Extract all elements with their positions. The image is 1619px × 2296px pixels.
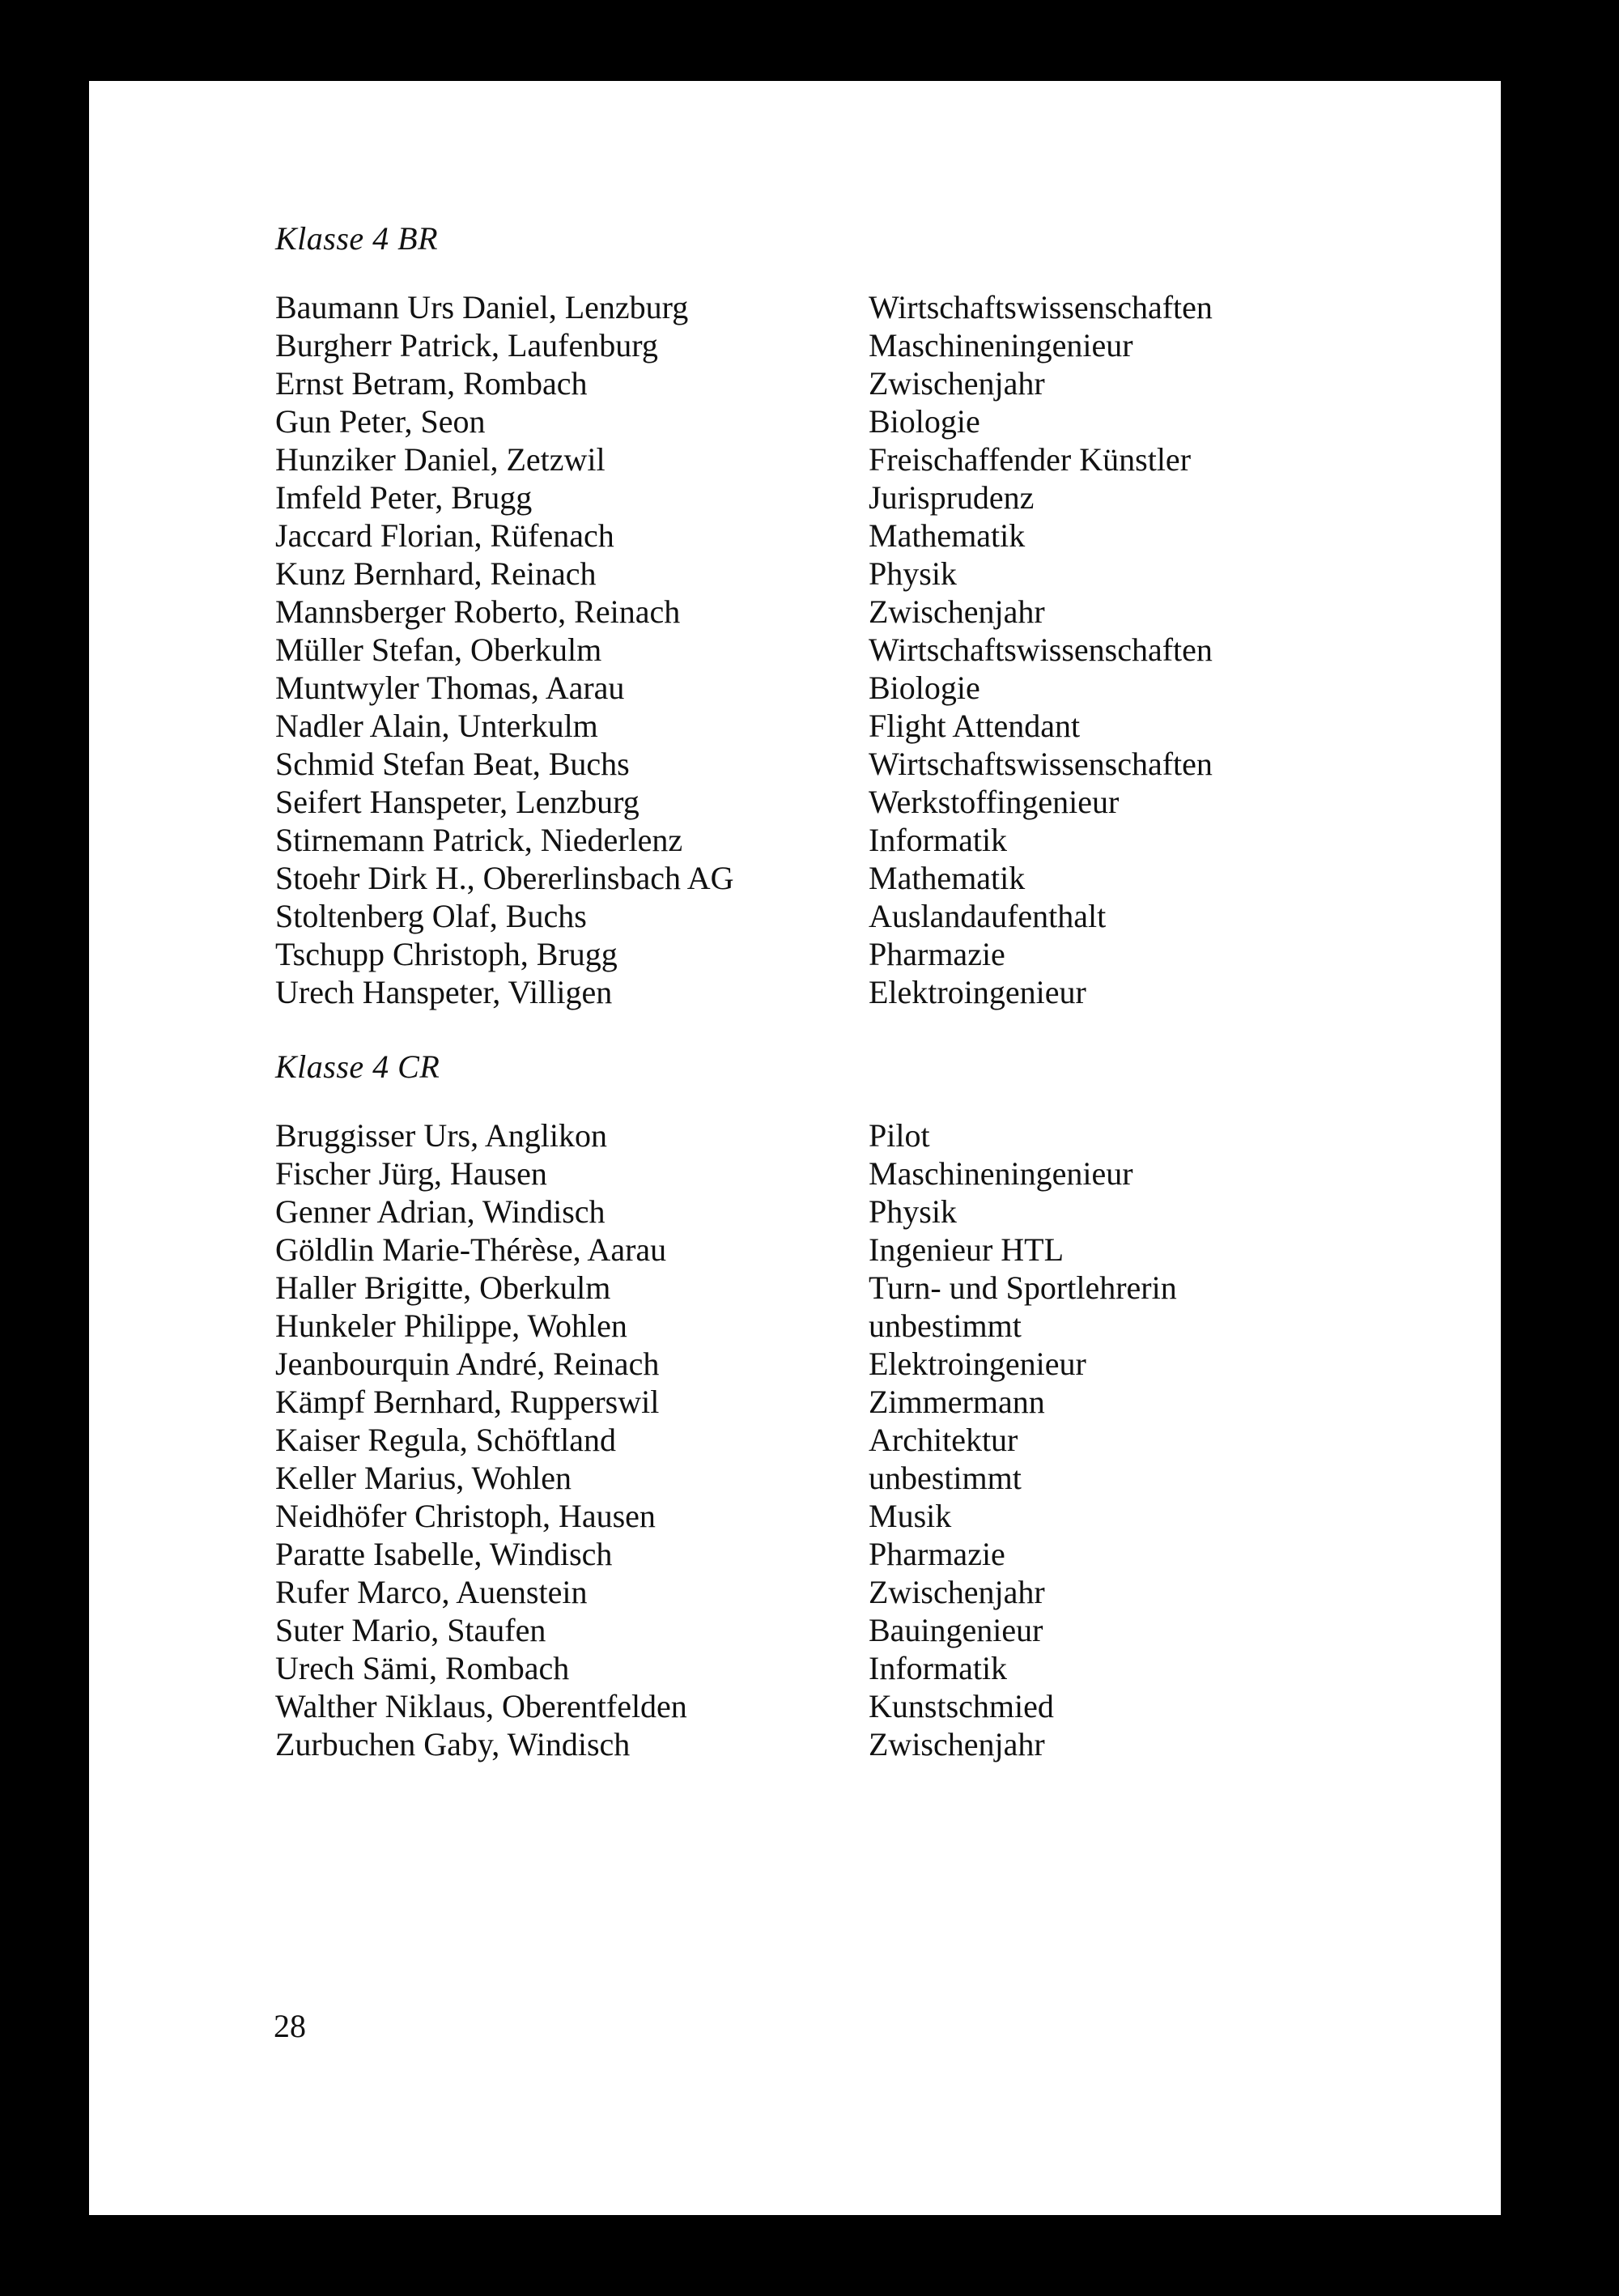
- student-row: [275, 1154, 1409, 1193]
- student-name: Muntwyler Thomas, Aarau: [275, 670, 625, 706]
- study-plan: Physik: [869, 555, 957, 592]
- student-row: [275, 1383, 1409, 1421]
- student-row: [275, 821, 1409, 859]
- study-plan: Wirtschaftswissenschaften: [869, 631, 1213, 668]
- student-name: Ernst Betram, Rombach: [275, 365, 588, 402]
- student-row: [275, 288, 1409, 326]
- study-plan: Zwischenjahr: [869, 1574, 1045, 1610]
- student-row: [275, 707, 1409, 745]
- student-name: Baumann Urs Daniel, Lenzburg: [275, 289, 689, 325]
- student-row: [275, 859, 1409, 897]
- study-plan: Maschineningenieur: [869, 327, 1133, 364]
- study-plan: Elektroingenieur: [869, 1346, 1086, 1382]
- student-row: [275, 402, 1409, 440]
- student-name: Bruggisser Urs, Anglikon: [275, 1117, 607, 1154]
- student-row: [275, 1269, 1409, 1307]
- student-row: [275, 1307, 1409, 1345]
- study-plan: Elektroingenieur: [869, 974, 1086, 1010]
- study-plan: Werkstoffingenieur: [869, 784, 1120, 820]
- student-list: [275, 288, 1409, 1011]
- student-name: Göldlin Marie-Thérèse, Aarau: [275, 1231, 667, 1268]
- student-row: [275, 1611, 1409, 1649]
- student-row: [275, 1687, 1409, 1725]
- study-plan: Ingenieur HTL: [869, 1231, 1064, 1268]
- student-name: Mannsberger Roberto, Reinach: [275, 593, 681, 630]
- student-name: Schmid Stefan Beat, Buchs: [275, 746, 630, 782]
- student-name: Neidhöfer Christoph, Hausen: [275, 1498, 656, 1534]
- study-plan: Zwischenjahr: [869, 1726, 1045, 1762]
- student-row: [275, 1497, 1409, 1535]
- student-name: Stoltenberg Olaf, Buchs: [275, 898, 587, 934]
- study-plan: Flight Attendant: [869, 708, 1081, 744]
- student-list: [275, 1116, 1409, 1763]
- study-plan: Maschineningenieur: [869, 1155, 1133, 1192]
- student-row: [275, 745, 1409, 783]
- study-plan: Mathematik: [869, 860, 1026, 896]
- student-name: Rufer Marco, Auenstein: [275, 1574, 588, 1610]
- student-name: Urech Sämi, Rombach: [275, 1650, 570, 1686]
- student-name: Suter Mario, Staufen: [275, 1612, 546, 1648]
- study-plan: Jurisprudenz: [869, 479, 1035, 516]
- study-plan: Informatik: [869, 1650, 1008, 1686]
- student-name: Gun Peter, Seon: [275, 403, 486, 440]
- study-plan: Physik: [869, 1193, 957, 1230]
- study-plan: Zwischenjahr: [869, 593, 1045, 630]
- student-name: Kaiser Regula, Schöftland: [275, 1422, 616, 1458]
- study-plan: Biologie: [869, 670, 980, 706]
- student-row: [275, 1421, 1409, 1459]
- student-name: Tschupp Christoph, Brugg: [275, 936, 618, 972]
- study-plan: Wirtschaftswissenschaften: [869, 289, 1213, 325]
- study-plan: unbestimmt: [869, 1460, 1022, 1496]
- student-name: Hunziker Daniel, Zetzwil: [275, 441, 606, 478]
- class-4br-section: [275, 220, 1409, 1011]
- page-number: 28: [274, 2008, 306, 2044]
- student-row: [275, 935, 1409, 973]
- student-row: [275, 1573, 1409, 1611]
- study-plan: Pharmazie: [869, 936, 1005, 972]
- study-plan: Wirtschaftswissenschaften: [869, 746, 1213, 782]
- study-plan: Pilot: [869, 1117, 930, 1154]
- student-name: Stoehr Dirk H., Obererlinsbach AG: [275, 860, 734, 896]
- study-plan: Bauingenieur: [869, 1612, 1043, 1648]
- student-row: [275, 593, 1409, 631]
- study-plan: Zimmermann: [869, 1384, 1045, 1420]
- student-row: [275, 517, 1409, 555]
- study-plan: Auslandaufenthalt: [869, 898, 1107, 934]
- study-plan: Pharmazie: [869, 1536, 1005, 1572]
- class-heading: Klasse 4 CR: [275, 1048, 440, 1085]
- student-name: Kunz Bernhard, Reinach: [275, 555, 597, 592]
- class-heading: Klasse 4 BR: [275, 220, 439, 257]
- student-row: [275, 1231, 1409, 1269]
- student-row: [275, 631, 1409, 669]
- study-plan: Mathematik: [869, 517, 1026, 554]
- student-row: [275, 440, 1409, 478]
- student-row: [275, 669, 1409, 707]
- student-name: Genner Adrian, Windisch: [275, 1193, 606, 1230]
- student-name: Hunkeler Philippe, Wohlen: [275, 1307, 627, 1344]
- student-row: [275, 897, 1409, 935]
- student-row: [275, 1725, 1409, 1763]
- student-row: [275, 1116, 1409, 1154]
- student-name: Zurbuchen Gaby, Windisch: [275, 1726, 631, 1762]
- student-name: Urech Hanspeter, Villigen: [275, 974, 613, 1010]
- student-name: Fischer Jürg, Hausen: [275, 1155, 547, 1192]
- student-row: [275, 555, 1409, 593]
- student-name: Jeanbourquin André, Reinach: [275, 1346, 660, 1382]
- student-name: Jaccard Florian, Rüfenach: [275, 517, 614, 554]
- student-row: [275, 1345, 1409, 1383]
- student-row: [275, 973, 1409, 1011]
- student-name: Paratte Isabelle, Windisch: [275, 1536, 613, 1572]
- student-name: Burgherr Patrick, Laufenburg: [275, 327, 658, 364]
- student-name: Walther Niklaus, Oberentfelden: [275, 1688, 687, 1724]
- study-plan: Freischaffender Künstler: [869, 441, 1192, 478]
- student-name: Müller Stefan, Oberkulm: [275, 631, 602, 668]
- study-plan: Biologie: [869, 403, 980, 440]
- student-row: [275, 1459, 1409, 1497]
- study-plan: Informatik: [869, 822, 1008, 858]
- study-plan: Kunstschmied: [869, 1688, 1054, 1724]
- student-name: Keller Marius, Wohlen: [275, 1460, 572, 1496]
- student-row: [275, 326, 1409, 364]
- class-4cr-section: [275, 1048, 1409, 1763]
- study-plan: Turn- und Sportlehrerin: [869, 1269, 1177, 1306]
- student-name: Nadler Alain, Unterkulm: [275, 708, 598, 744]
- student-row: [275, 1193, 1409, 1231]
- document-page: [89, 81, 1501, 2215]
- study-plan: unbestimmt: [869, 1307, 1022, 1344]
- student-row: [275, 1535, 1409, 1573]
- student-name: Kämpf Bernhard, Rupperswil: [275, 1384, 660, 1420]
- student-row: [275, 364, 1409, 402]
- student-name: Haller Brigitte, Oberkulm: [275, 1269, 611, 1306]
- student-name: Imfeld Peter, Brugg: [275, 479, 533, 516]
- student-row: [275, 783, 1409, 821]
- student-row: [275, 1649, 1409, 1687]
- student-row: [275, 478, 1409, 517]
- student-name: Stirnemann Patrick, Niederlenz: [275, 822, 683, 858]
- student-name: Seifert Hanspeter, Lenzburg: [275, 784, 640, 820]
- study-plan: Zwischenjahr: [869, 365, 1045, 402]
- study-plan: Architektur: [869, 1422, 1018, 1458]
- study-plan: Musik: [869, 1498, 952, 1534]
